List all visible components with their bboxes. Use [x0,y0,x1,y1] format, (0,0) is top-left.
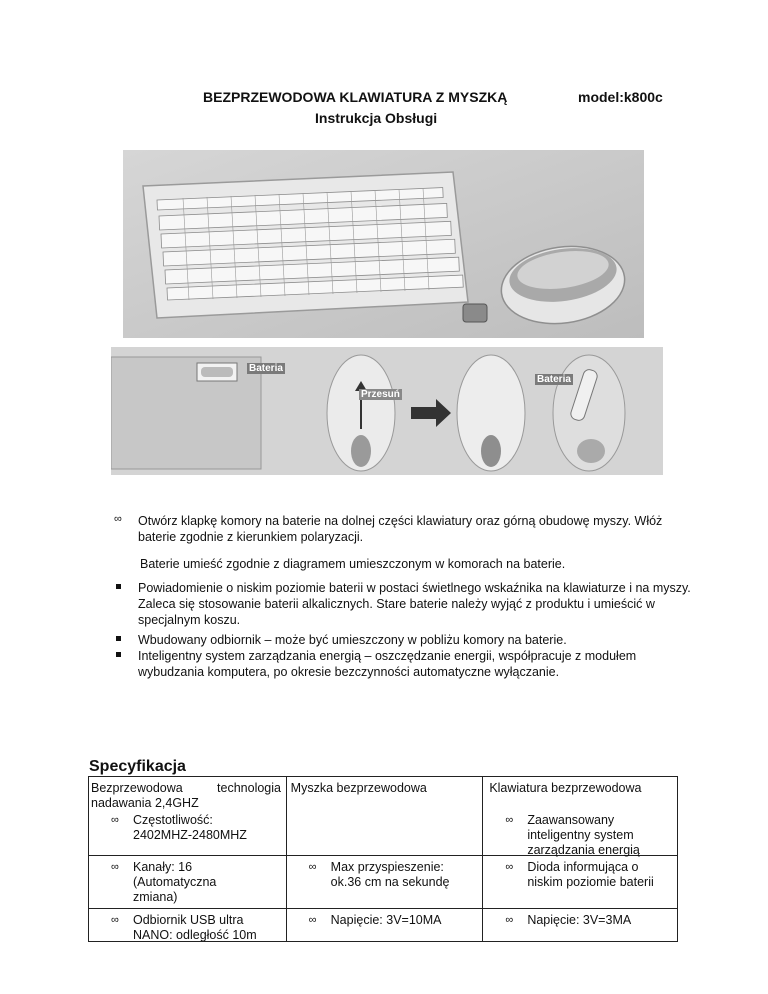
spec-mouse-voltage: Napięcie: 3V=10MA [330,913,442,927]
spec-frequency: Częstotliwość: 2402MHZ-2480MHZ [133,813,247,842]
battery-label-left: Bateria [249,363,283,374]
infinity-bullet-icon: ∞ [308,861,317,873]
spec-keyboard-voltage-cell [483,909,678,942]
spec-max-speed: Max przyspieszenie: ok.36 cm na sekundę [330,860,450,889]
spec-heading: Specyfikacja [89,758,186,775]
infinity-bullet-icon: ∞ [111,914,119,926]
infinity-bullet-icon: ∞ [114,513,122,525]
spec-col1-header: Bezprzewodowa technologia nadawania 2,4GHZ [91,781,281,810]
spec-keyboard-voltage: Napięcie: 3V=3MA [527,913,632,927]
usb-receiver-icon [463,304,487,322]
square-bullet-icon [116,584,121,589]
spec-col2-header-cell [286,777,483,856]
instruction-item-3: Wbudowany odbiornik – może być umieszczony w pobliżu komory na baterie. [138,633,567,647]
infinity-bullet-icon: ∞ [505,914,514,926]
battery-diagram-image [111,347,663,475]
battery-installation-photo [111,347,663,475]
square-bullet-icon [116,652,121,657]
spec-speed-cell [286,856,483,909]
spec-receiver: Odbiornik USB ultra NANO: odległość 10m [133,913,257,941]
infinity-bullet-icon: ∞ [111,861,119,873]
spec-low-battery-led: Dioda informująca o niskim poziomie baterii [527,860,654,889]
keyboard-underside-icon [111,357,261,469]
spec-receiver-cell [89,909,287,942]
mouse-battery-icon [553,355,625,471]
infinity-bullet-icon: ∞ [505,861,514,873]
mouse-top-icon [327,355,395,471]
spec-mouse-voltage-cell [286,909,483,942]
slide-label: Przesuń [361,389,400,400]
spec-led-cell [483,856,678,909]
spec-smart-energy: Zaawansowany inteligentny system zarządzania energią [527,813,640,857]
infinity-bullet-icon: ∞ [308,914,317,926]
spec-col2-header: Myszka bezprzewodowa [290,781,427,795]
keyboard-mouse-image [123,150,644,338]
mouse-open-icon [457,355,525,471]
infinity-bullet-icon: ∞ [505,814,514,826]
document-title: BEZPRZEWODOWA KLAWIATURA Z MYSZKĄ [203,89,508,105]
spec-col3-header-cell [483,777,678,856]
infinity-bullet-icon: ∞ [111,814,119,826]
instruction-item-4: Inteligentny system zarządzania energią – oszczędzanie energii, współpracuje z modułem wybudzania komputera, po okresie bezczynności automatyczne wyłączanie. [138,649,637,679]
spec-channels: Kanały: 16 (Automatyczna zmiana) [133,860,217,904]
model-number: model:k800c [578,89,663,105]
spec-table [88,776,678,942]
instruction-item-2: Powiadomienie o niskim poziomie baterii w postaci świetlnego wskaźnika na klawiaturze i na myszy. Zaleca się stosowanie baterii alkalicznych. Stare baterie należy wyjąć z produktu i umieścić w specjalnym koszu. [138,581,691,627]
instruction-item-1: Otwórz klapkę komory na baterie na dolnej części klawiatury oraz górną obudowę myszy. Włóż baterie zgodnie z kierunkiem polaryzacji. [138,514,663,544]
spec-col1-header-cell [89,777,287,856]
document-subtitle: Instrukcja Obsługi [315,110,438,126]
square-bullet-icon [116,636,121,641]
instruction-item-1b: Baterie umieść zgodnie z diagramem umieszczonym w komorach na baterie. [140,557,566,571]
spec-channels-cell [89,856,287,909]
product-photo [123,150,644,338]
battery-label-right: Bateria [537,374,571,385]
spec-col3-header: Klawiatura bezprzewodowa [489,781,642,795]
keyboard-icon [143,172,468,318]
